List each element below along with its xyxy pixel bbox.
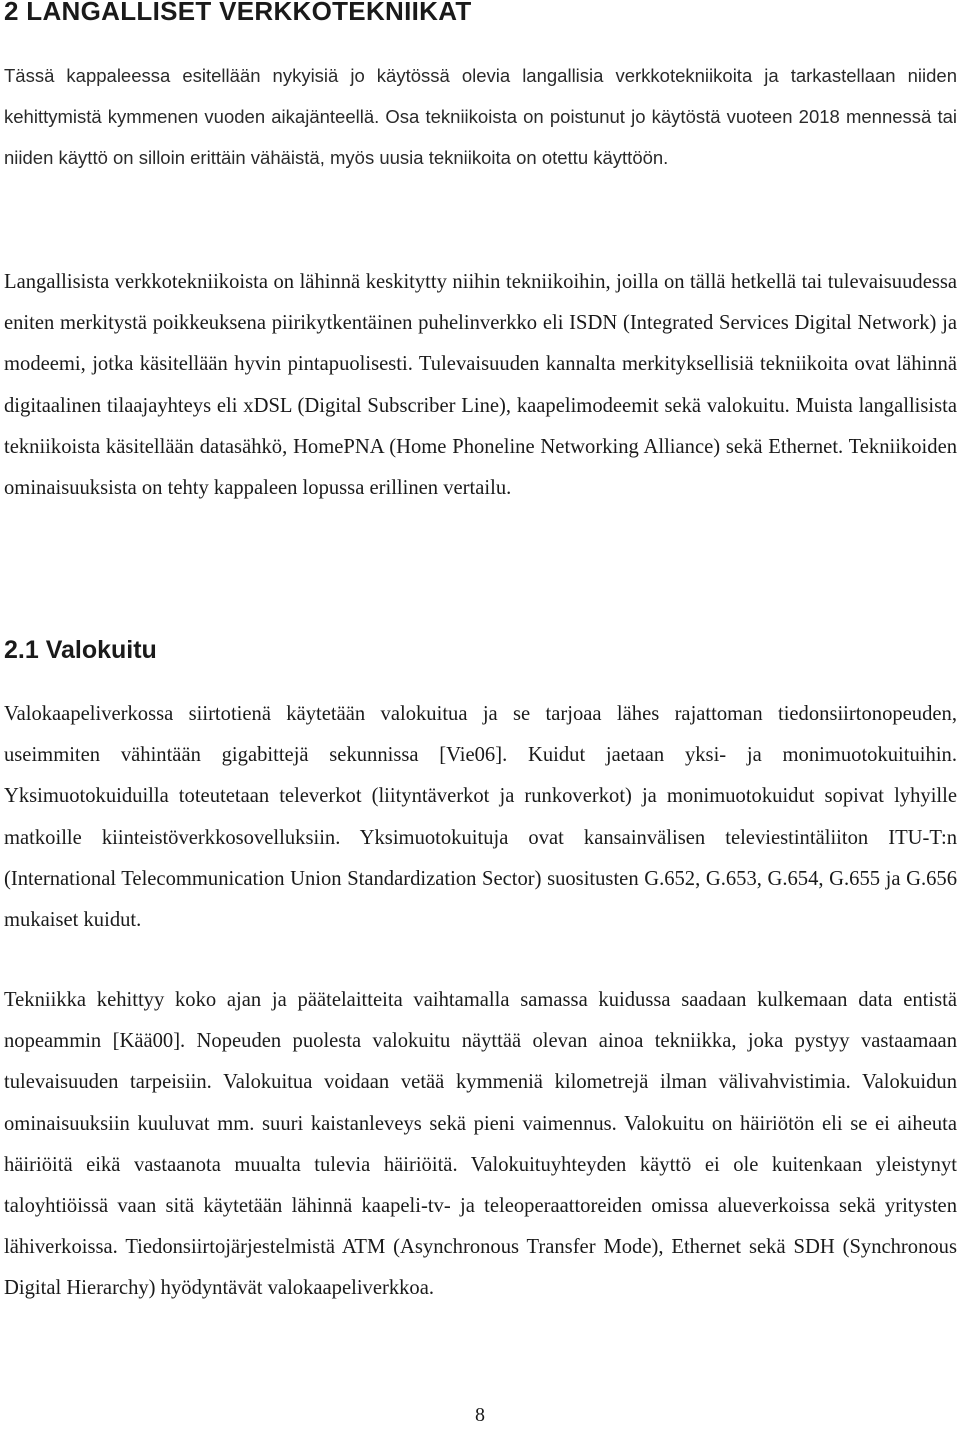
body-paragraph-overview: Langallisista verkkotekniikoista on lähinnä keskitytty niihin tekniikoihin, joilla on tällä hetkellä tai tulevaisuudessa eniten merkitystä poikkeuksena piirikytkentäinen puhelinverkko eli ISDN (Integrated Services Digital Network) ja modeemi, jotka käsitellään hyvin pintapuolisesti. Tulevaisuuden kannalta merkityksellisiä tekniikoita ovat lähinnä digitaalinen tilaajayhteys eli xDSL (Digital Subscriber Line), kaapelimodeemit sekä valokuitu. Muista langallisista tekniikoista käsitellään datasähkö, HomePNA (Home Phoneline Networking Alliance) sekä Ethernet. Tekniikoiden ominaisuuksista on tehty kappaleen lopussa erillinen vertailu. (4, 271, 957, 500)
page-number: 8 (475, 1404, 485, 1426)
subsection-heading: 2.1 Valokuitu (4, 636, 157, 664)
body-paragraph-fiber-development: Tekniikka kehittyy koko ajan ja päätelaitteita vaihtamalla samassa kuidussa saadaan kulkemaan data entistä nopeammin [Kää00]. Nopeuden puolesta valokuitu näyttää olevan ainoa tekniikka, joka pystyy vastaamaan tulevaisuuden tarpeisiin. Valokuitua voidaan vetää kymmeniä kilometrejä ilman välivahvistimia. Valokuidun ominaisuuksiin kuuluvat mm. suuri kaistanleveys sekä pieni vaimennus. Valokuitu on häiriötön eli se ei aiheuta häiriöitä eikä vastaanota muualta tulevia häiriöitä. Valokuituyhteyden käyttö ei ole kuitenkaan yleistynyt taloyhtiöissä vaan sitä käytetään lähinnä kaapeli-tv- ja teleoperaattoreiden omissa alueverkoissa sekä yritysten lähiverkoissa. Tiedonsiirtojärjestelmistä ATM (Asynchronous Transfer Mode), Ethernet sekä SDH (Synchronous Digital Hierarchy) hyödyntävät valokaapeliverkkoa. (4, 989, 957, 1300)
body-paragraph-fiber-intro: Valokaapeliverkossa siirtotienä käytetään valokuitua ja se tarjoaa lähes rajattoman tiedonsiirtonopeuden, useimmiten vähintään gigabittejä sekunnissa [Vie06]. Kuidut jaetaan yksi- ja monimuotokuituihin. Yksimuotokuiduilla toteutetaan televerkot (liityntäverkot ja runkoverkot) ja monimuotokuidut sopivat lyhyille matkoille kiinteistöverkkosovelluksiin. Yksimuotokuituja ovat kansainvälisen televiestintäliiton ITU-T:n (International Telecommunication Union Standardization Sector) suositusten G.652, G.653, G.654, G.655 ja G.656 mukaiset kuidut. (4, 703, 957, 932)
section-heading: 2 LANGALLISET VERKKOTEKNIIKAT (4, 0, 472, 26)
intro-paragraph: Tässä kappaleessa esitellään nykyisiä jo käytössä olevia langallisia verkkotekniikoita ja tarkastellaan niiden kehittymistä kymmenen vuoden aikajänteellä. Osa tekniikoista on poistunut jo käytöstä vuoteen 2018 mennessä tai niiden käyttö on silloin erittäin vähäistä, myös uusia tekniikoita on otettu käyttöön. (4, 65, 957, 169)
